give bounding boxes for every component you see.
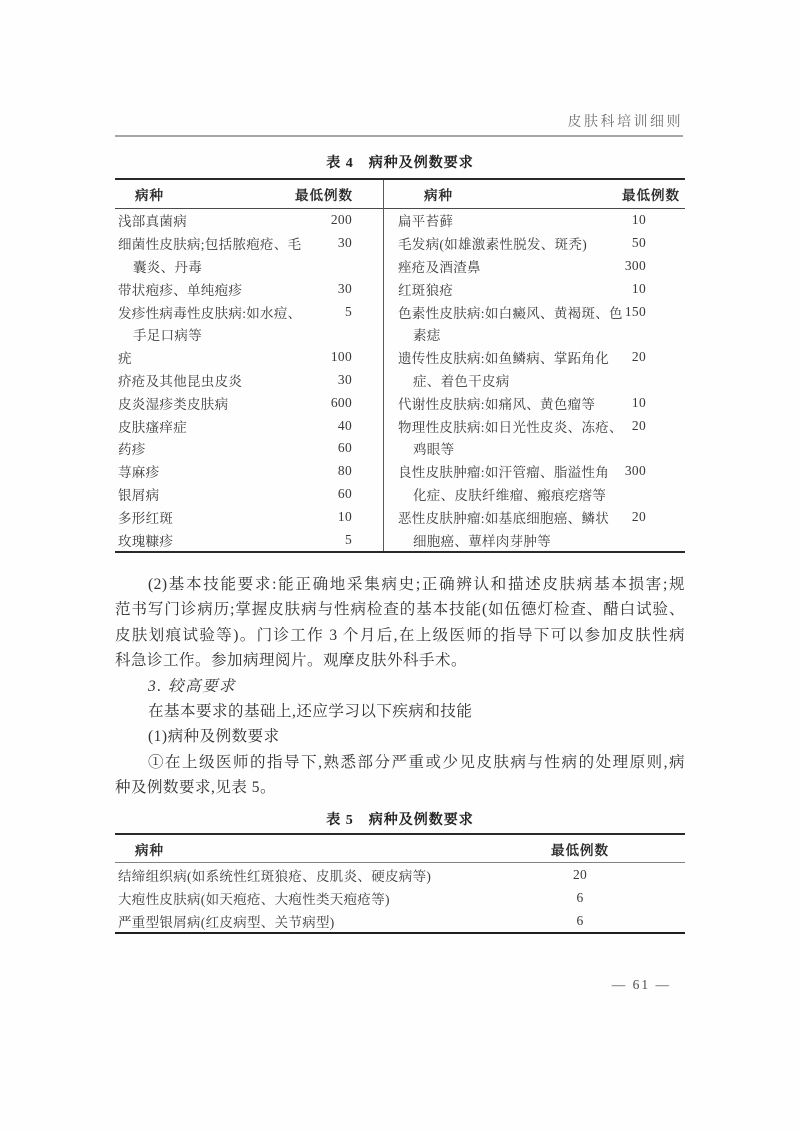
table-4-title: 表 4 病种及例数要求 <box>326 156 474 171</box>
table-row <box>384 209 685 232</box>
table-row <box>384 528 685 551</box>
table-row <box>384 369 685 392</box>
table-row <box>384 437 685 460</box>
disease-name: 鸡眼等 <box>413 442 455 458</box>
running-header: 皮肤科培训细则 <box>567 115 683 130</box>
paragraph-line: 种及例数要求,见表 5。 <box>115 779 277 797</box>
min-cases-value: 300 <box>624 257 646 273</box>
table-row <box>115 909 685 932</box>
table-5-header-row <box>115 835 685 863</box>
disease-name: 玫瑰糠疹 <box>118 533 174 549</box>
table-row <box>115 232 383 255</box>
table-row <box>115 863 685 886</box>
disease-name: 皮肤瘙痒症 <box>118 419 187 435</box>
disease-name: 结缔组织病(如系统性红斑狼疮、皮肌炎、硬皮病等) <box>118 868 432 884</box>
table-row <box>115 414 383 437</box>
min-cases-value: 5 <box>344 303 352 319</box>
disease-name: 大疱性皮肤病(如天疱疮、大疱性类天疱疮等) <box>118 891 390 907</box>
disease-name: 多形红斑 <box>118 510 174 526</box>
min-cases-value: 10 <box>631 280 646 296</box>
table-row <box>384 300 685 323</box>
table-row <box>384 460 685 483</box>
min-cases-value: 100 <box>330 349 352 365</box>
min-cases-value: 60 <box>337 440 352 456</box>
table-5 <box>115 811 685 934</box>
column-header-min-cases: 最低例数 <box>295 188 353 203</box>
disease-name: 细胞癌、蕈样肉芽肿等 <box>413 533 551 549</box>
min-cases-value: 10 <box>337 508 352 524</box>
column-header-disease: 病种 <box>424 188 453 203</box>
disease-name: 药疹 <box>118 442 146 458</box>
table-4 <box>115 154 685 553</box>
table-row <box>115 886 685 909</box>
min-cases-value: 20 <box>572 866 588 882</box>
table-row <box>384 414 685 437</box>
min-cases-value: 5 <box>344 531 352 547</box>
min-cases-value: 60 <box>337 485 352 501</box>
min-cases-value: 200 <box>330 212 352 228</box>
disease-name: 色素性皮肤病:如白癜风、黄褐斑、色 <box>398 305 623 321</box>
min-cases-value: 20 <box>631 508 646 524</box>
min-cases-value: 30 <box>337 280 352 296</box>
disease-name: 痤疮及酒渣鼻 <box>398 259 481 275</box>
disease-name: 囊炎、丹毒 <box>133 259 202 275</box>
header-rule <box>115 135 683 137</box>
table-row <box>115 277 383 300</box>
disease-name: 红斑狼疮 <box>398 282 454 298</box>
body-text <box>115 572 685 801</box>
table-row <box>115 460 383 483</box>
table-4-right-column <box>383 180 685 551</box>
disease-name: 银屑病 <box>118 487 160 503</box>
disease-name: 严重型银屑病(红皮病型、关节病型) <box>118 914 335 930</box>
min-cases-value: 50 <box>631 235 646 251</box>
disease-name: 细菌性皮肤病;包括脓疱疮、毛 <box>118 237 302 253</box>
table-row <box>384 232 685 255</box>
table-row <box>115 209 383 232</box>
table-row <box>384 277 685 300</box>
disease-name: 扁平苔藓 <box>398 214 454 230</box>
table-4-left-rows <box>115 209 383 551</box>
table-row <box>115 369 383 392</box>
paragraph-line: 皮肤划痕试验等)。门诊工作 3 个月后,在上级医师的指导下可以参加皮肤性病 <box>115 626 685 644</box>
disease-name: 素痣 <box>413 328 441 344</box>
min-cases-value: 20 <box>631 417 646 433</box>
disease-name: 疥疮及其他昆虫皮炎 <box>118 373 243 389</box>
disease-name: 带状疱疹、单纯疱疹 <box>118 282 243 298</box>
table-row <box>384 255 685 278</box>
min-cases-value: 80 <box>337 463 352 479</box>
table-row <box>115 255 383 278</box>
paragraph-line: 在基本要求的基础上,还应学习以下疾病和技能 <box>148 702 473 720</box>
min-cases-value: 30 <box>337 235 352 251</box>
table-row <box>384 391 685 414</box>
column-header-disease: 病种 <box>135 188 164 203</box>
min-cases-value: 20 <box>631 349 646 365</box>
disease-name: 遗传性皮肤病:如鱼鳞病、掌跖角化 <box>398 351 610 367</box>
table-row <box>115 437 383 460</box>
disease-name: 毛发病(如雄激素性脱发、斑秃) <box>398 237 587 253</box>
min-cases-value: 6 <box>576 889 584 905</box>
table-row <box>384 346 685 369</box>
table-row <box>115 505 383 528</box>
min-cases-value: 150 <box>624 303 646 319</box>
table-row <box>115 391 383 414</box>
disease-name: 化症、皮肤纤维瘤、瘢痕疙瘩等 <box>413 487 607 503</box>
table-5-body <box>115 833 685 934</box>
table-4-left-column <box>115 180 383 551</box>
disease-name: 良性皮肤肿瘤:如汗管瘤、脂溢性角 <box>398 465 610 481</box>
min-cases-value: 10 <box>631 394 646 410</box>
table-row <box>115 346 383 369</box>
disease-name: 皮炎湿疹类皮肤病 <box>118 396 229 412</box>
table-5-title: 表 5 病种及例数要求 <box>326 813 474 828</box>
paragraph-line: 3. 较高要求 <box>148 677 237 695</box>
disease-name: 物理性皮肤病:如日光性皮炎、冻疮、 <box>398 419 623 435</box>
paragraph-line: 范书写门诊病历;掌握皮肤病与性病检查的基本技能(如伍德灯检查、醋白试验、 <box>115 601 685 619</box>
column-header-min-cases: 最低例数 <box>622 188 680 203</box>
disease-name: 疣 <box>118 351 132 367</box>
min-cases-value: 600 <box>330 394 352 410</box>
disease-name: 症、着色干皮病 <box>413 373 510 389</box>
table-row <box>384 323 685 346</box>
disease-name: 荨麻疹 <box>118 465 160 481</box>
table-4-body <box>115 178 685 553</box>
disease-name: 发疹性病毒性皮肤病:如水痘、 <box>118 305 302 321</box>
disease-name: 代谢性皮肤病:如痛风、黄色瘤等 <box>398 396 596 412</box>
table-5-rows <box>115 863 685 932</box>
column-header-min-cases: 最低例数 <box>551 842 609 858</box>
min-cases-value: 10 <box>631 212 646 228</box>
table-row <box>384 505 685 528</box>
min-cases-value: 40 <box>337 417 352 433</box>
table-row <box>115 323 383 346</box>
table-row <box>115 300 383 323</box>
table-row <box>115 528 383 551</box>
page-number: — 61 — <box>611 977 671 992</box>
table-4-right-header-row <box>384 180 685 209</box>
disease-name: 恶性皮肤肿瘤:如基底细胞癌、鳞状 <box>398 510 610 526</box>
min-cases-value: 6 <box>576 912 584 928</box>
min-cases-value: 30 <box>337 371 352 387</box>
table-row <box>115 483 383 506</box>
disease-name: 浅部真菌病 <box>118 214 187 230</box>
paragraph-line: 科急诊工作。参加病理阅片。观摩皮肤外科手术。 <box>115 652 468 670</box>
paragraph-line: (1)病种及例数要求 <box>148 728 280 746</box>
table-4-left-header-row <box>115 180 383 209</box>
table-row <box>384 483 685 506</box>
disease-name: 手足口病等 <box>133 328 202 344</box>
table-4-right-rows <box>384 209 685 551</box>
paragraph-line: ①在上级医师的指导下,熟悉部分严重或少见皮肤病与性病的处理原则,病 <box>148 753 685 771</box>
paragraph-line: (2)基本技能要求:能正确地采集病史;正确辨认和描述皮肤病基本损害;规 <box>148 576 685 593</box>
column-header-disease: 病种 <box>135 842 164 858</box>
min-cases-value: 300 <box>624 463 646 479</box>
